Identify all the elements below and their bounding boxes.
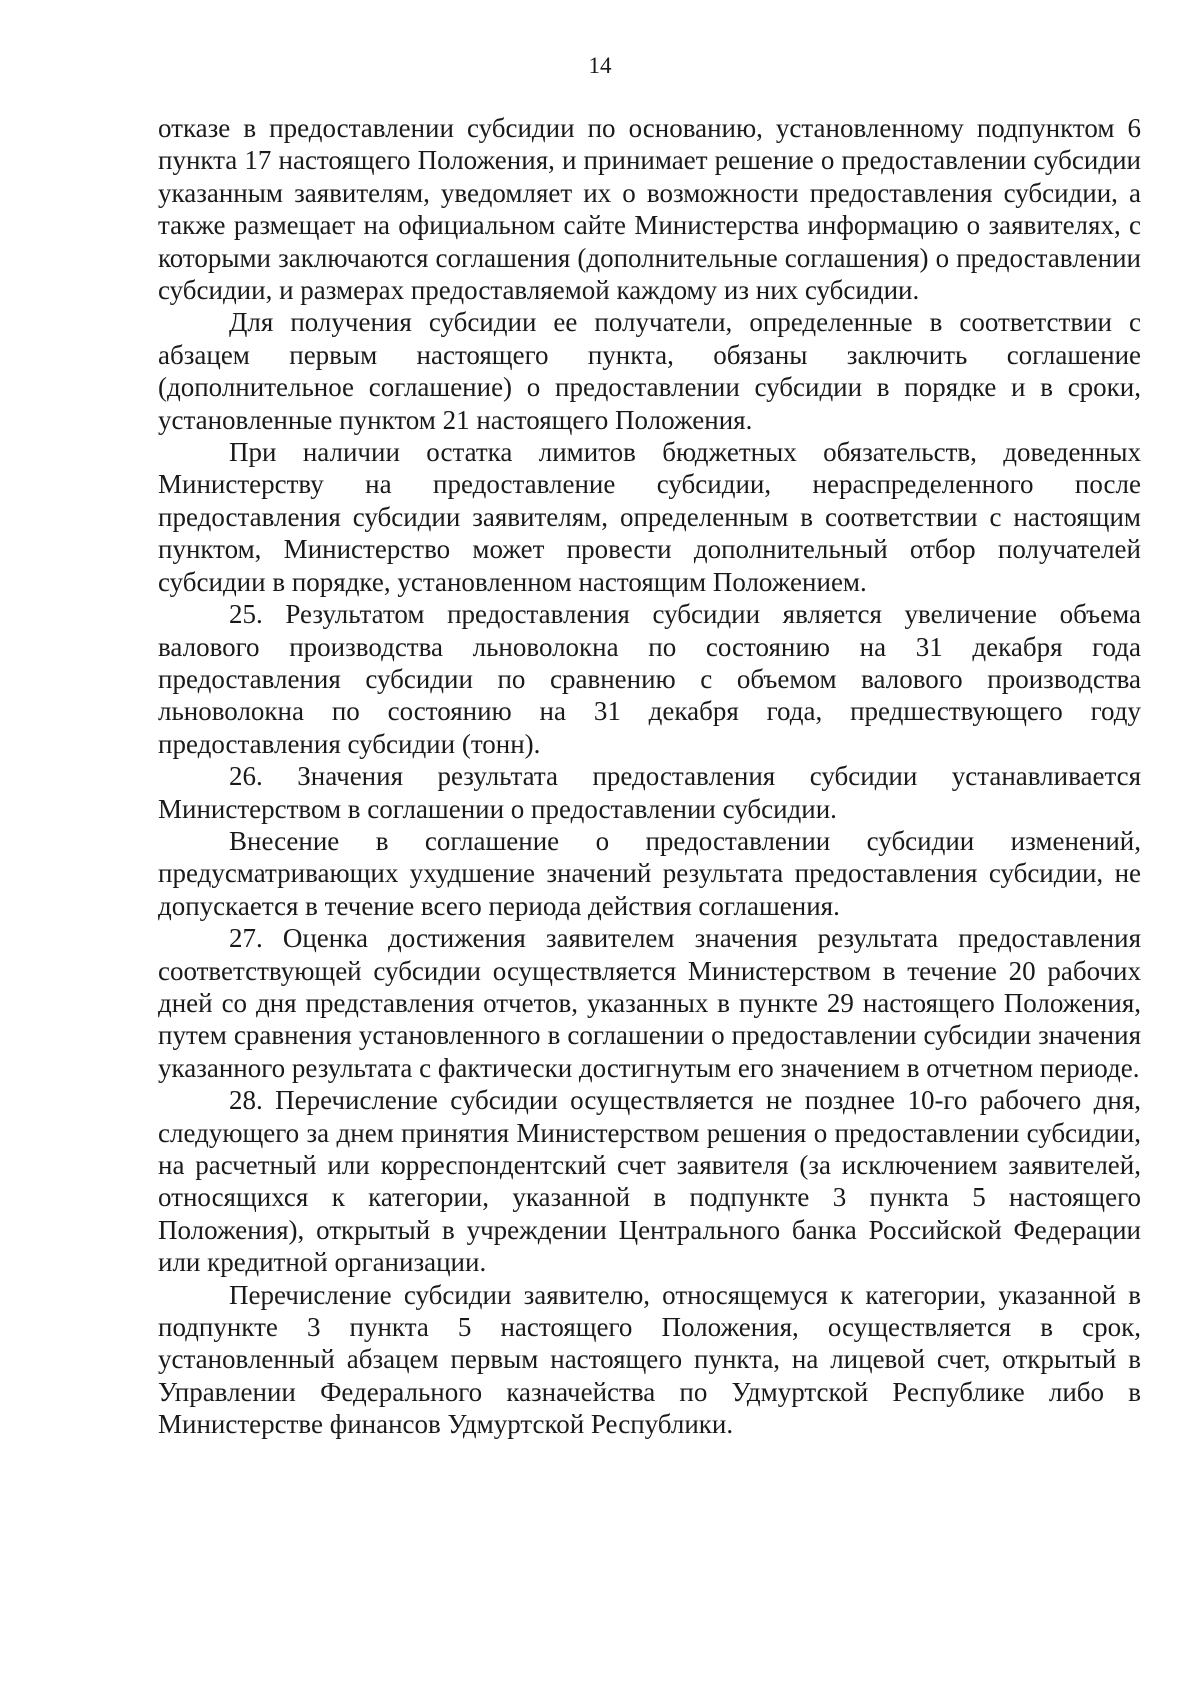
paragraph-additional-selection: При наличии остатка лимитов бюджетных обязательств, доведенных Министерству на предоставление субсидии, нераспределенного после предоставления субсидии заявителям, определенным в соответствии с настоящим пунктом, Министерство может провести дополнительный отбор получателей субсидии в порядке, установленном настоящим Положением. (158, 437, 1141, 597)
paragraph-continuation: отказе в предоставлении субсидии по основанию, установленному подпунктом 6 пункта 17 настоящего Положения, и принимает решение о предоставлении субсидии указанным заявителям, уведомляет их о возможности предоставления субсидии, а также размещает на официальном сайте Министерства информацию о заявителях, с которыми заключаются соглашения (дополнительные соглашения) о предоставлении субсидии, и размерах предоставляемой каждому из них субсидии. (158, 113, 1141, 306)
paragraph-clause-25: 25. Результатом предоставления субсидии является увеличение объема валового производства льноволокна по состоянию на 31 декабря года предоставления субсидии по сравнению с объемом валового производства льноволокна по состоянию на 31 декабря года, предшествующего году предоставления субсидии (тонн). (158, 599, 1141, 759)
paragraph-transfer-treasury: Перечисление субсидии заявителю, относящемуся к категории, указанной в подпункте 3 пункта 5 настоящего Положения, осуществляется в срок, установленный абзацем первым настоящего пункта, на лицевой счет, открытый в Управлении Федерального казначейства по Удмуртской Республике либо в Министерстве финансов Удмуртской Республики. (158, 1279, 1141, 1440)
paragraph-agreement-changes: Внесение в соглашение о предоставлении субсидии изменений, предусматривающих ухудшение значений результата предоставления субсидии, не допускается в течение всего периода действия соглашения. (158, 825, 1141, 921)
document-body (158, 112, 1141, 1441)
paragraph-agreement-conclusion: Для получения субсидии ее получатели, определенные в соответствии с абзацем первым настоящего пункта, обязаны заключить соглашение (дополнительное соглашение) о предоставлении субсидии в порядке и в сроки, установленные пунктом 21 настоящего Положения. (158, 307, 1141, 435)
paragraph-clause-26: 26. Значения результата предоставления субсидии устанавливается Министерством в соглашении о предоставлении субсидии. (158, 761, 1141, 824)
paragraph-clause-28: 28. Перечисление субсидии осуществляется не позднее 10-го рабочего дня, следующего за днем принятия Министерством решения о предоставлении субсидии, на расчетный или корреспондентский счет заявителя (за исключением заявителей, относящихся к категории, указанной в подпункте 3 пункта 5 настоящего Положения), открытый в учреждении Центрального банка Российской Федерации или кредитной организации. (158, 1085, 1141, 1278)
paragraph-clause-27: 27. Оценка достижения заявителем значения результата предоставления соответствующей субсидии осуществляется Министерством в течение 20 рабочих дней со дня представления отчетов, указанных в пункте 29 настоящего Положения, путем сравнения установленного в соглашении о предоставлении субсидии значения указанного результата с фактически достигнутым его значением в отчетном периоде. (158, 923, 1141, 1083)
page-number: 14 (588, 53, 612, 78)
